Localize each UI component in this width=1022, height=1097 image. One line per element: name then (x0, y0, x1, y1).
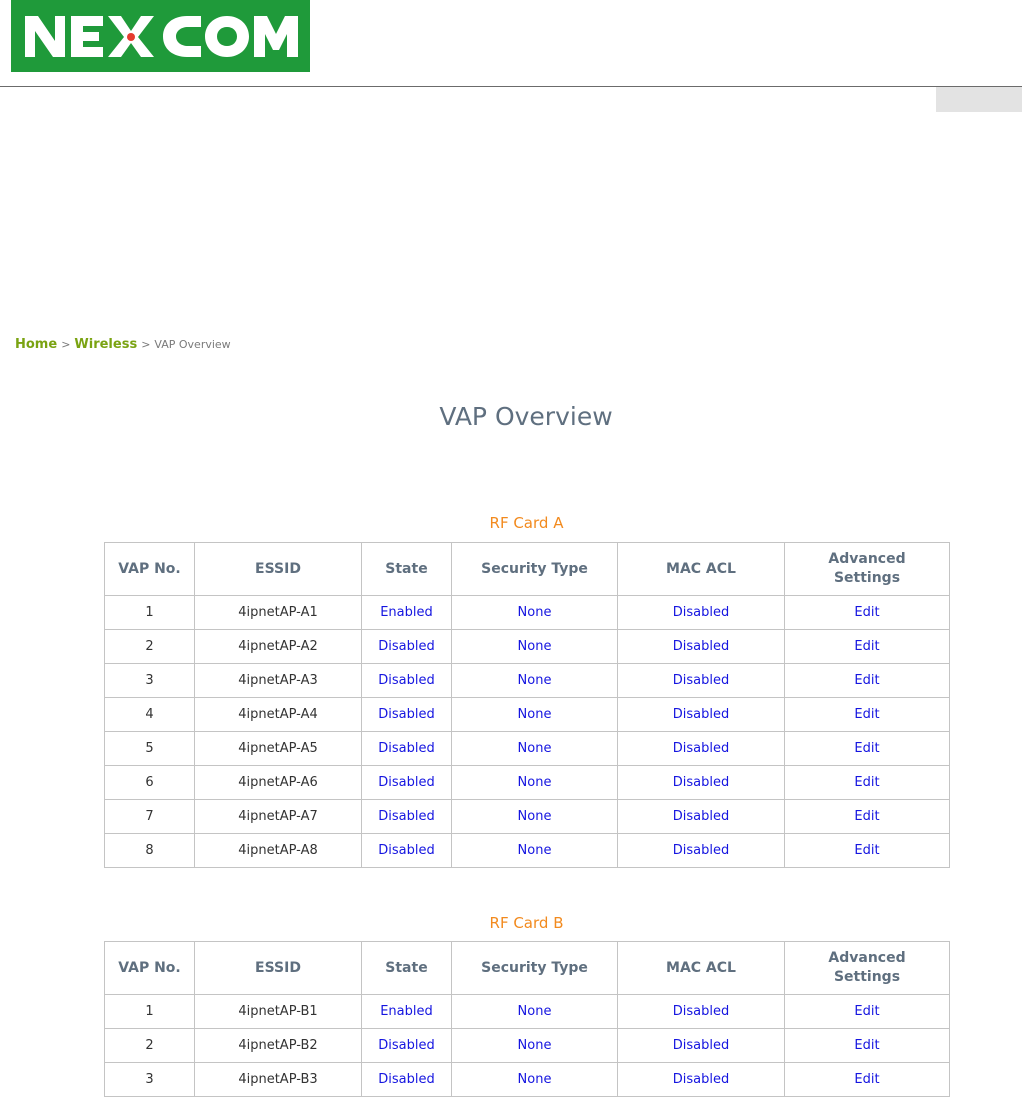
cell-vap-number: 2 (105, 630, 195, 664)
table-header-row (105, 543, 950, 596)
cell-security-type-link[interactable]: None (452, 800, 618, 834)
cell-vap-number: 8 (105, 834, 195, 868)
cell-vap-number: 1 (105, 596, 195, 630)
header-divider (0, 86, 1022, 87)
cell-essid: 4ipnetAP-A7 (195, 800, 362, 834)
edit-link[interactable]: Edit (785, 664, 950, 698)
cell-security-type-link[interactable]: None (452, 766, 618, 800)
cell-vap-number: 1 (105, 995, 195, 1029)
rf-card-a-table (104, 542, 950, 868)
breadcrumb-separator: > (141, 338, 151, 351)
column-header-security-type: Security Type (452, 543, 618, 596)
breadcrumb-wireless-link[interactable]: Wireless (74, 337, 138, 352)
cell-mac-acl-link[interactable]: Disabled (618, 596, 785, 630)
edit-link[interactable]: Edit (785, 766, 950, 800)
cell-security-type-link[interactable]: None (452, 596, 618, 630)
cell-state-link[interactable]: Disabled (362, 766, 452, 800)
cell-vap-number: 4 (105, 698, 195, 732)
cell-vap-number: 2 (105, 1029, 195, 1063)
cell-security-type-link[interactable]: None (452, 698, 618, 732)
breadcrumb-home-link[interactable]: Home (15, 337, 58, 352)
cell-security-type-link[interactable]: None (452, 834, 618, 868)
cell-vap-number: 3 (105, 664, 195, 698)
cell-security-type-link[interactable]: None (452, 732, 618, 766)
cell-vap-number: 7 (105, 800, 195, 834)
cell-mac-acl-link[interactable]: Disabled (618, 995, 785, 1029)
column-header-vap-number: VAP No. (105, 543, 195, 596)
table-row (105, 995, 950, 1029)
table-row (105, 1029, 950, 1063)
cell-security-type-link[interactable]: None (452, 1063, 618, 1097)
cell-state-link[interactable]: Enabled (362, 995, 452, 1029)
edit-link[interactable]: Edit (785, 596, 950, 630)
column-header-advanced-settings: Advanced Settings (785, 942, 950, 995)
table-row (105, 630, 950, 664)
cell-mac-acl-link[interactable]: Disabled (618, 630, 785, 664)
logo-graphic (11, 0, 310, 72)
table-row (105, 766, 950, 800)
rf-card-a-title: RF Card A (489, 514, 564, 532)
column-header-essid: ESSID (195, 942, 362, 995)
cell-essid: 4ipnetAP-A3 (195, 664, 362, 698)
header-corner-tab (936, 87, 1022, 112)
cell-essid: 4ipnetAP-A1 (195, 596, 362, 630)
edit-link[interactable]: Edit (785, 732, 950, 766)
cell-mac-acl-link[interactable]: Disabled (618, 1029, 785, 1063)
table-header-row (105, 942, 950, 995)
edit-link[interactable]: Edit (785, 1063, 950, 1097)
cell-mac-acl-link[interactable]: Disabled (618, 800, 785, 834)
cell-vap-number: 6 (105, 766, 195, 800)
cell-state-link[interactable]: Disabled (362, 630, 452, 664)
cell-essid: 4ipnetAP-B3 (195, 1063, 362, 1097)
cell-vap-number: 3 (105, 1063, 195, 1097)
cell-mac-acl-link[interactable]: Disabled (618, 698, 785, 732)
cell-vap-number: 5 (105, 732, 195, 766)
table-row (105, 698, 950, 732)
column-header-state: State (362, 942, 452, 995)
cell-essid: 4ipnetAP-B2 (195, 1029, 362, 1063)
cell-mac-acl-link[interactable]: Disabled (618, 834, 785, 868)
cell-state-link[interactable]: Disabled (362, 732, 452, 766)
cell-essid: 4ipnetAP-A8 (195, 834, 362, 868)
table-row (105, 800, 950, 834)
rf-card-b-title: RF Card B (489, 914, 564, 932)
edit-link[interactable]: Edit (785, 698, 950, 732)
cell-state-link[interactable]: Disabled (362, 698, 452, 732)
cell-state-link[interactable]: Disabled (362, 664, 452, 698)
cell-state-link[interactable]: Enabled (362, 596, 452, 630)
table-row (105, 834, 950, 868)
edit-link[interactable]: Edit (785, 630, 950, 664)
cell-mac-acl-link[interactable]: Disabled (618, 766, 785, 800)
cell-security-type-link[interactable]: None (452, 630, 618, 664)
cell-essid: 4ipnetAP-A4 (195, 698, 362, 732)
cell-essid: 4ipnetAP-A5 (195, 732, 362, 766)
column-header-security-type: Security Type (452, 942, 618, 995)
edit-link[interactable]: Edit (785, 834, 950, 868)
cell-essid: 4ipnetAP-A2 (195, 630, 362, 664)
edit-link[interactable]: Edit (785, 800, 950, 834)
cell-security-type-link[interactable]: None (452, 1029, 618, 1063)
column-header-advanced-settings: Advanced Settings (785, 543, 950, 596)
cell-essid: 4ipnetAP-B1 (195, 995, 362, 1029)
edit-link[interactable]: Edit (785, 1029, 950, 1063)
cell-state-link[interactable]: Disabled (362, 834, 452, 868)
nexcom-logo (11, 0, 310, 72)
column-header-vap-number: VAP No. (105, 942, 195, 995)
cell-security-type-link[interactable]: None (452, 664, 618, 698)
column-header-mac-acl: MAC ACL (618, 942, 785, 995)
table-row (105, 596, 950, 630)
table-row (105, 1063, 950, 1097)
cell-mac-acl-link[interactable]: Disabled (618, 1063, 785, 1097)
breadcrumb (15, 337, 231, 353)
cell-mac-acl-link[interactable]: Disabled (618, 732, 785, 766)
breadcrumb-current: VAP Overview (154, 338, 231, 351)
cell-state-link[interactable]: Disabled (362, 1063, 452, 1097)
cell-essid: 4ipnetAP-A6 (195, 766, 362, 800)
column-header-essid: ESSID (195, 543, 362, 596)
column-header-mac-acl: MAC ACL (618, 543, 785, 596)
rf-card-b-table (104, 941, 950, 1097)
cell-state-link[interactable]: Disabled (362, 800, 452, 834)
cell-security-type-link[interactable]: None (452, 995, 618, 1029)
column-header-state: State (362, 543, 452, 596)
cell-state-link[interactable]: Disabled (362, 1029, 452, 1063)
table-row (105, 732, 950, 766)
table-row (105, 664, 950, 698)
page-title: VAP Overview (439, 402, 613, 431)
cell-mac-acl-link[interactable]: Disabled (618, 664, 785, 698)
edit-link[interactable]: Edit (785, 995, 950, 1029)
breadcrumb-separator: > (61, 338, 71, 351)
